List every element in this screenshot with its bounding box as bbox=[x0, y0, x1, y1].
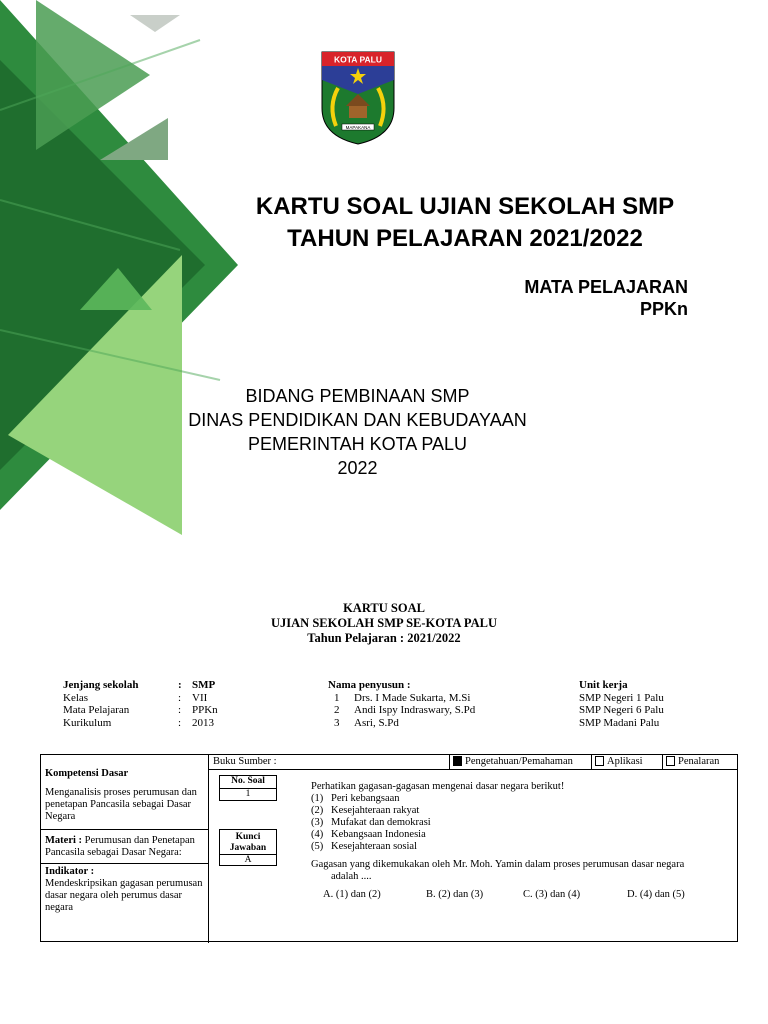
subject-label: MATA PELAJARAN bbox=[524, 277, 688, 297]
author-number: 2 bbox=[334, 704, 340, 716]
question-stem-end: adalah .... bbox=[331, 871, 372, 882]
question-stem: Gagasan yang dikemukakan oleh Mr. Moh. Yamin dalam proses perumusan dasar negara bbox=[311, 859, 685, 870]
org-line2: DINAS PENDIDIKAN DAN KEBUDAYAAN bbox=[188, 410, 527, 430]
colon: : bbox=[178, 716, 182, 729]
item-number: (4) bbox=[311, 829, 324, 840]
unit-list bbox=[579, 692, 664, 730]
org-line1: BIDANG PEMBINAAN SMP bbox=[245, 386, 470, 406]
level-application-label: Aplikasi bbox=[607, 756, 643, 767]
materi-cell bbox=[45, 835, 205, 859]
value-jenjang: SMP bbox=[192, 679, 216, 691]
question-block bbox=[311, 781, 735, 883]
org-line3: PEMERINTAH KOTA PALU bbox=[247, 434, 468, 454]
level-reasoning-label: Penalaran bbox=[678, 756, 720, 767]
label-kurikulum: Kurikulum bbox=[63, 716, 112, 729]
kota-palu-logo bbox=[318, 46, 398, 146]
colon: : bbox=[178, 691, 182, 704]
unit-name: SMP Negeri 1 Palu bbox=[579, 691, 664, 704]
kd-label: Kompetensi Dasar bbox=[45, 768, 129, 779]
checkbox-checked-icon[interactable] bbox=[453, 756, 462, 766]
row-divider bbox=[41, 829, 208, 830]
unit-name: SMP Negeri 6 Palu bbox=[579, 704, 664, 716]
source-label: Buku Sumber : bbox=[213, 756, 277, 767]
kunci-value: A bbox=[219, 854, 277, 866]
level-reasoning[interactable] bbox=[666, 756, 719, 767]
choice-a[interactable]: A. (1) dan (2) bbox=[323, 889, 381, 900]
card-year: Tahun Pelajaran : 2021/2022 bbox=[307, 631, 461, 645]
choice-d[interactable]: D. (4) dan (5) bbox=[627, 889, 685, 900]
card-heading: KARTU SOAL bbox=[343, 601, 425, 615]
level-knowledge[interactable] bbox=[453, 756, 573, 767]
statement-item bbox=[311, 805, 735, 817]
label-kelas: Kelas bbox=[63, 691, 89, 704]
bar-divider bbox=[449, 755, 450, 769]
checkbox-icon[interactable] bbox=[595, 756, 604, 766]
statement-item bbox=[311, 829, 735, 841]
bar-divider bbox=[591, 755, 592, 769]
question-card-table bbox=[40, 754, 738, 942]
level-application[interactable] bbox=[595, 756, 643, 767]
subject-value: PPKn bbox=[639, 299, 688, 319]
author-names bbox=[354, 692, 475, 730]
colon: : bbox=[178, 679, 182, 691]
info-colons bbox=[178, 679, 182, 729]
org-year: 2022 bbox=[337, 458, 378, 478]
statement-item bbox=[311, 817, 735, 829]
author-name: Drs. I Made Sukarta, M.Si bbox=[354, 691, 471, 704]
value-kurikulum: 2013 bbox=[192, 716, 214, 729]
cover-title-line1: KARTU SOAL UJIAN SEKOLAH SMP bbox=[255, 193, 675, 220]
card-subheading: UJIAN SEKOLAH SMP SE-KOTA PALU bbox=[271, 616, 497, 630]
author-number: 3 bbox=[334, 716, 340, 729]
level-knowledge-label: Pengetahuan/Pemahaman bbox=[465, 756, 573, 767]
unit-name: SMP Madani Palu bbox=[579, 716, 660, 729]
indikator-label: Indikator : bbox=[45, 866, 95, 877]
author-number: 1 bbox=[334, 691, 340, 704]
author-name: Andi Ispy Indraswary, S.Pd bbox=[354, 704, 476, 716]
item-text: Kesejahteraan rakyat bbox=[331, 805, 420, 816]
item-number: (5) bbox=[311, 841, 324, 852]
svg-text:KOTA PALU: KOTA PALU bbox=[333, 54, 383, 65]
source-bar bbox=[209, 755, 738, 770]
question-intro: Perhatikan gagasan-gagasan mengenai dasar negara berikut! bbox=[311, 781, 565, 792]
row-divider bbox=[41, 863, 208, 864]
label-mapel: Mata Pelajaran bbox=[63, 704, 130, 716]
colon: : bbox=[178, 704, 182, 716]
item-text: Peri kebangsaan bbox=[331, 793, 400, 804]
value-kelas: VII bbox=[192, 691, 208, 704]
item-text: Mufakat dan demokrasi bbox=[331, 817, 431, 828]
svg-text:MAPAKANA: MAPAKANA bbox=[345, 125, 371, 130]
author-numbers bbox=[334, 692, 340, 730]
author-name: Asri, S.Pd bbox=[354, 716, 399, 729]
item-number: (2) bbox=[311, 805, 324, 816]
statement-item bbox=[311, 841, 735, 853]
value-mapel: PPKn bbox=[192, 704, 218, 716]
unit-header: Unit kerja bbox=[579, 679, 628, 691]
choice-b[interactable]: B. (2) dan (3) bbox=[426, 889, 484, 900]
kunci-label: Kunci Jawaban bbox=[219, 829, 277, 855]
no-soal-label: No. Soal bbox=[219, 775, 277, 789]
item-number: (3) bbox=[311, 817, 324, 828]
cover-title-line2: TAHUN PELAJARAN 2021/2022 bbox=[287, 225, 643, 252]
statement-item bbox=[311, 793, 735, 805]
no-soal-value: 1 bbox=[219, 788, 277, 801]
kd-text: Menganalisis proses perumusan dan penetapan Pancasila sebagai Dasar Negara bbox=[45, 787, 197, 822]
info-values bbox=[192, 679, 218, 729]
choice-c[interactable]: C. (3) dan (4) bbox=[523, 889, 581, 900]
indikator-text: Mendeskripsikan gagasan perumusan dasar negara oleh perumus dasar negara bbox=[45, 878, 203, 913]
column-divider bbox=[208, 755, 209, 943]
item-text: Kebangsaan Indonesia bbox=[331, 829, 426, 840]
item-number: (1) bbox=[311, 793, 324, 804]
bar-divider bbox=[662, 755, 663, 769]
materi-label: Materi : bbox=[45, 835, 83, 846]
author-header: Nama penyusun : bbox=[328, 679, 411, 691]
info-labels bbox=[63, 679, 139, 729]
checkbox-icon[interactable] bbox=[666, 756, 675, 766]
materi-text: Perumusan dan Penetapan Pancasila sebagai Dasar Negara: bbox=[45, 835, 195, 858]
label-jenjang: Jenjang sekolah bbox=[63, 679, 139, 691]
item-text: Kesejahteraan sosial bbox=[331, 841, 418, 852]
